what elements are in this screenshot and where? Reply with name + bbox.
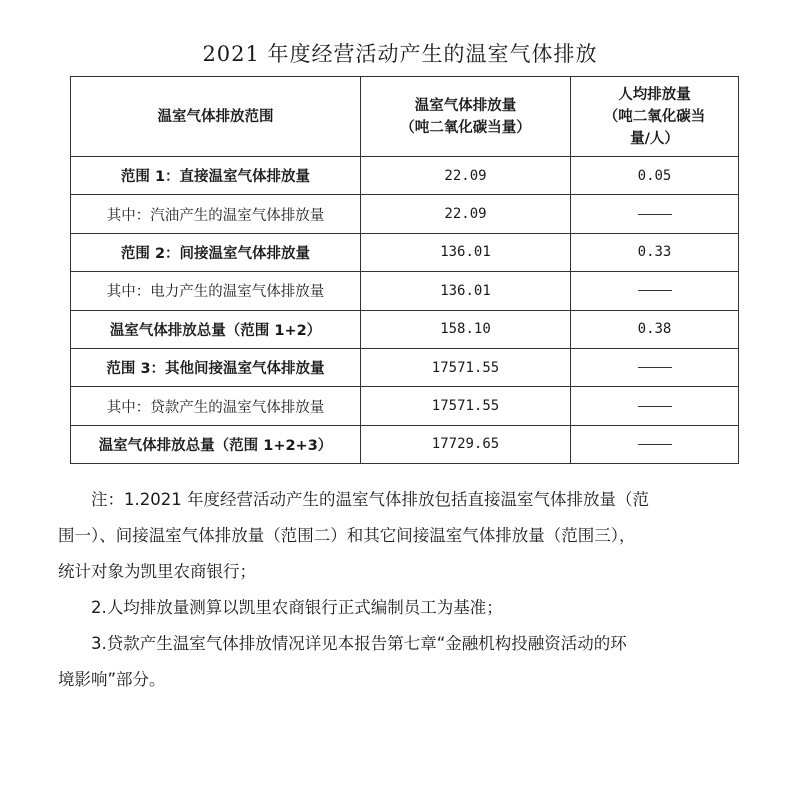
table-row [71, 425, 739, 463]
row-emission-amount: 136.01 [361, 272, 571, 310]
header-amount-line1: 温室气体排放量 （吨二氧化碳当量） [400, 97, 531, 136]
row-emission-amount: 158.10 [361, 310, 571, 348]
note-1-line-1: 注：1.2021 年度经营活动产生的温室气体排放包括直接温室气体排放量（范 [91, 490, 649, 509]
row-per-capita [571, 425, 739, 463]
row-per-capita: 0.38 [571, 310, 739, 348]
emissions-table [70, 76, 739, 464]
row-scope-label: 范围 1：直接温室气体排放量 [71, 157, 361, 195]
table-row [71, 310, 739, 348]
table-row [71, 195, 739, 233]
table-header-row [71, 77, 739, 157]
header-per-capita-text: 人均排放量 （吨二氧化碳当 量/人） [603, 86, 706, 147]
row-emission-amount: 22.09 [361, 157, 571, 195]
note-2: 2.人均排放量测算以凯里农商银行正式编制员工为基准； [91, 598, 503, 617]
row-emission-amount: 17571.55 [361, 348, 571, 386]
row-scope-label: 范围 3：其他间接温室气体排放量 [71, 348, 361, 386]
row-per-capita [571, 195, 739, 233]
notes-section [58, 482, 748, 698]
row-per-capita [571, 348, 739, 386]
em-dash-placeholder [638, 444, 672, 445]
row-scope-label: 温室气体排放总量（范围 1+2+3） [71, 425, 361, 463]
row-scope-label: 其中：贷款产生的温室气体排放量 [71, 387, 361, 425]
row-emission-amount: 136.01 [361, 233, 571, 271]
note-1-line-3: 统计对象为凯里农商银行； [58, 562, 256, 581]
row-emission-amount: 22.09 [361, 195, 571, 233]
page-title: 2021 年度经营活动产生的温室气体排放 [202, 42, 598, 66]
row-emission-amount: 17571.55 [361, 387, 571, 425]
em-dash-placeholder [638, 367, 672, 368]
em-dash-placeholder [638, 214, 672, 215]
row-per-capita [571, 272, 739, 310]
row-scope-label: 范围 2：间接温室气体排放量 [71, 233, 361, 271]
table-row [71, 348, 739, 386]
table-row [71, 272, 739, 310]
table-row [71, 387, 739, 425]
row-per-capita [571, 387, 739, 425]
row-scope-label: 其中：汽油产生的温室气体排放量 [71, 195, 361, 233]
row-per-capita: 0.05 [571, 157, 739, 195]
header-amount [361, 77, 571, 157]
row-per-capita: 0.33 [571, 233, 739, 271]
row-emission-amount: 17729.65 [361, 425, 571, 463]
note-3-line-2: 境影响”部分。 [58, 670, 166, 689]
header-scope: 温室气体排放范围 [71, 77, 361, 157]
em-dash-placeholder [638, 406, 672, 407]
table-row [71, 157, 739, 195]
row-scope-label: 其中：电力产生的温室气体排放量 [71, 272, 361, 310]
table-row [71, 233, 739, 271]
row-scope-label: 温室气体排放总量（范围 1+2） [71, 310, 361, 348]
note-1-line-2: 围一）、间接温室气体排放量（范围二）和其它间接温室气体排放量（范围三）， [58, 526, 636, 545]
header-per-capita [571, 77, 739, 157]
note-3-line-1: 3.贷款产生温室气体排放情况详见本报告第七章“金融机构投融资活动的环 [91, 634, 627, 653]
em-dash-placeholder [638, 290, 672, 291]
